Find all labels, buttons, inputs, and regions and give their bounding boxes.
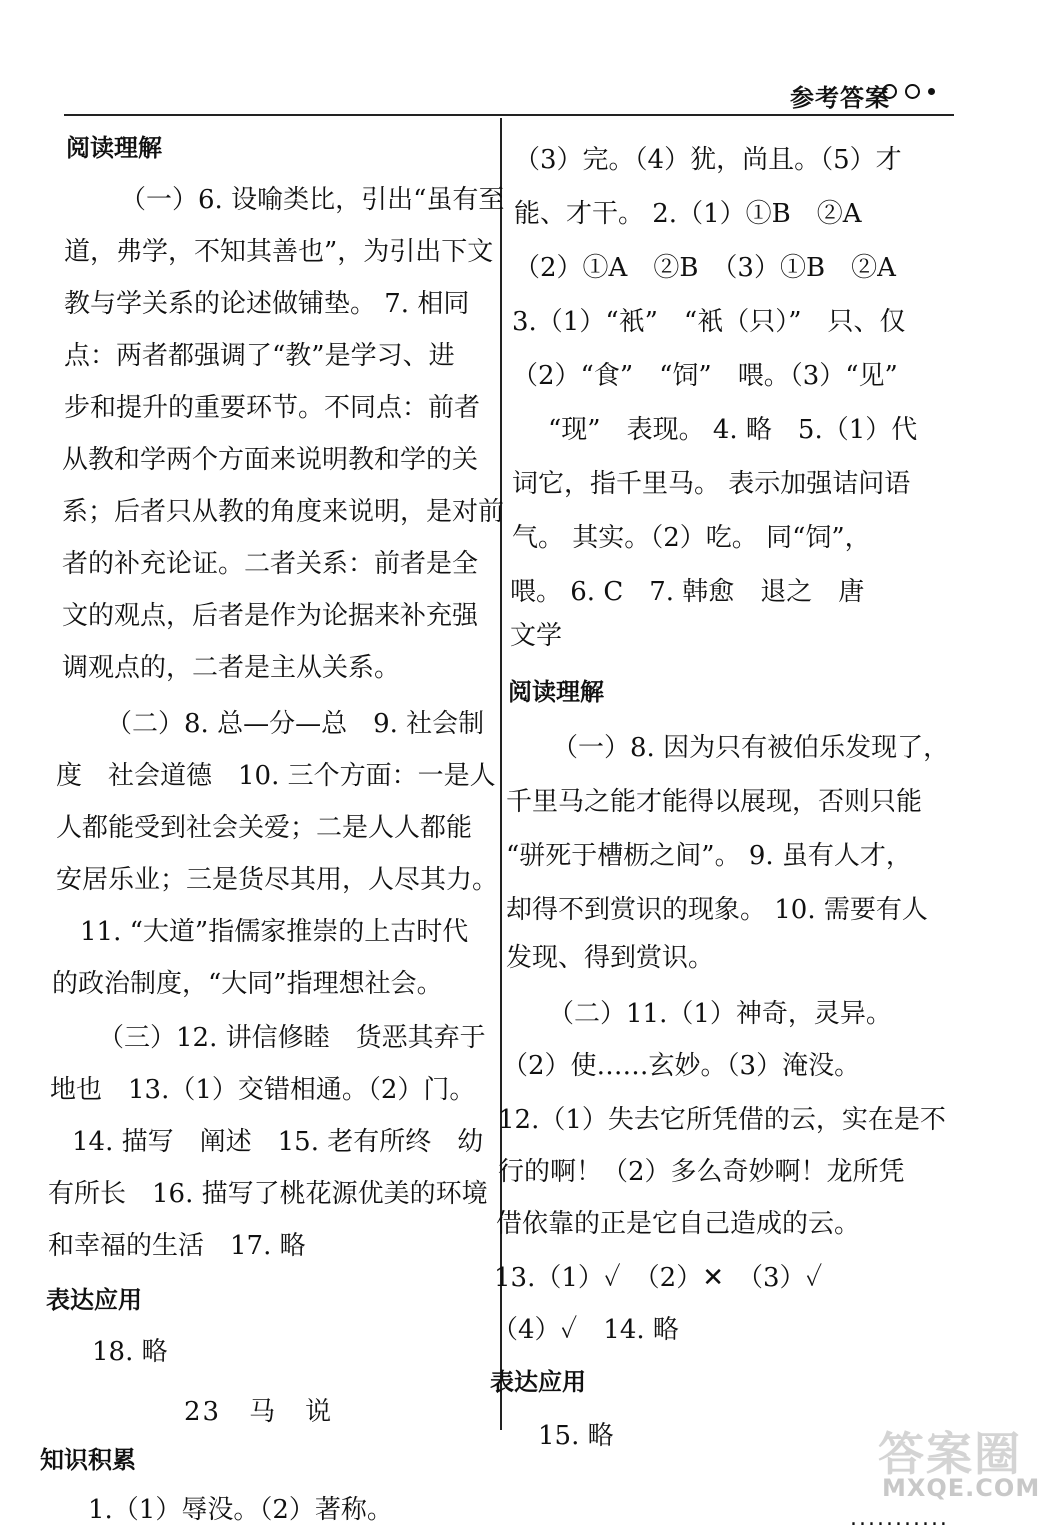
text-line: 点：两者都强调了“教”是学习、进 (64, 341, 455, 371)
text-line: （2）①A ②B （3）①B ②A (514, 253, 896, 283)
text-line: （2）使……玄妙。（3）淹没。 (502, 1051, 861, 1081)
text-line: 借依靠的正是它自己造成的云。 (496, 1209, 861, 1239)
text-line: 教与学关系的论述做铺垫。 7. 相同 (64, 289, 470, 319)
text-line: 1.（1）辱没。（2）著称。 (88, 1495, 393, 1525)
section-heading: 阅读理解 (508, 678, 604, 706)
text-line: 12.（1）失去它所凭借的云，实在是不 (498, 1105, 946, 1135)
text-line: 气。 其实。（2）吃。 同“饲”， (512, 523, 871, 553)
text-line: （一）8. 因为只有被伯乐发现了， (552, 733, 950, 763)
text-line: 和幸福的生活 17. 略 (48, 1231, 306, 1261)
text-line: 却得不到赏识的现象。 10. 需要有人 (506, 895, 928, 925)
section-heading: 表达应用 (46, 1286, 142, 1314)
dot-icon (928, 88, 935, 95)
ring-icon (882, 84, 897, 99)
text-line: 14. 描写 阐述 15. 老有所终 幼 (72, 1127, 484, 1157)
ring-icon (905, 84, 920, 99)
text-line: 调观点的，二者是主从关系。 (62, 653, 401, 683)
text-line: 文学 (510, 621, 563, 651)
text-line: 喂。 6. C 7. 韩愈 退之 唐 (510, 577, 865, 607)
page-header-title: 参考答案 (790, 83, 890, 112)
text-line: 文的观点，后者是作为论据来补充强 (62, 601, 479, 631)
section-heading: 知识积累 (40, 1446, 136, 1474)
text-line: 15. 略 (538, 1421, 614, 1451)
section-heading: 表达应用 (490, 1368, 586, 1396)
header-ornament (882, 84, 935, 99)
text-line: 18. 略 (92, 1337, 168, 1367)
text-line: 从教和学两个方面来说明教和学的关 (62, 445, 479, 475)
text-line: 能、才干。 2.（1）①B ②A (514, 199, 862, 229)
watermark-sub-text: MXQE.COM (882, 1474, 1041, 1502)
text-line: 词它，指千里马。 表示加强诘问语 (512, 469, 911, 499)
text-line: 步和提升的重要环节。不同点：前者 (64, 393, 481, 423)
text-line: （2）“食” “饲” 喂。（3）“见” (512, 361, 898, 391)
text-line: 行的啊！（2）多么奇妙啊！龙所凭 (498, 1157, 905, 1187)
text-line: 3.（1）“衹” “衹（只）” 只、仅 (512, 307, 906, 337)
text-line: 安居乐业；三是货尽其用，人尽其力。 (56, 865, 499, 895)
text-line: 有所长 16. 描写了桃花源优美的环境 (48, 1179, 488, 1209)
text-line: （4）✓ 14. 略 (492, 1315, 679, 1345)
text-line: （二）8. 总—分—总 9. 社会制 (106, 709, 485, 739)
text-line: 度 社会道德 10. 三个方面：一是人 (56, 761, 496, 791)
text-line: 的政治制度，“大同”指理想社会。 (52, 969, 443, 999)
text-line: 13.（1）✓ （2）✕ （3）✓ (494, 1263, 823, 1293)
text-line: “现” 表现。 4. 略 5.（1）代 (548, 415, 918, 445)
text-line: 系；后者只从教的角度来说明，是对前 (62, 497, 505, 527)
text-line: 发现、得到赏识。 (506, 943, 715, 973)
section-heading: 阅读理解 (66, 134, 162, 162)
watermark-main-text: 答案圈 (878, 1427, 1022, 1481)
chapter-title: 23 马 说 (184, 1397, 334, 1427)
text-line: 者的补充论证。二者关系：前者是全 (62, 549, 479, 579)
text-line: （3）完。（4）犹，尚且。（5）才 (514, 145, 902, 175)
text-line: “骈死于槽枥之间”。 9. 虽有人才， (506, 841, 912, 871)
watermark-logo (858, 1418, 1041, 1512)
header-rule (64, 114, 954, 116)
footer-dot-leader: ........... (850, 1506, 949, 1531)
text-line: （一）6. 设喻类比，引出“虽有至 (120, 185, 505, 215)
text-line: 地也 13.（1）交错相通。（2）门。 (50, 1075, 476, 1105)
text-line: （三）12. 讲信修睦 货恶其弃于 (98, 1023, 486, 1053)
text-line: 11. “大道”指儒家推崇的上古时代 (80, 917, 469, 947)
text-line: 人都能受到社会关爱；二是人人都能 (56, 813, 473, 843)
text-line: （二）11.（1）神奇，灵异。 (548, 999, 892, 1029)
text-line: 千里马之能才能得以展现，否则只能 (506, 787, 923, 817)
text-line: 道，弗学，不知其善也”，为引出下文 (64, 237, 494, 267)
